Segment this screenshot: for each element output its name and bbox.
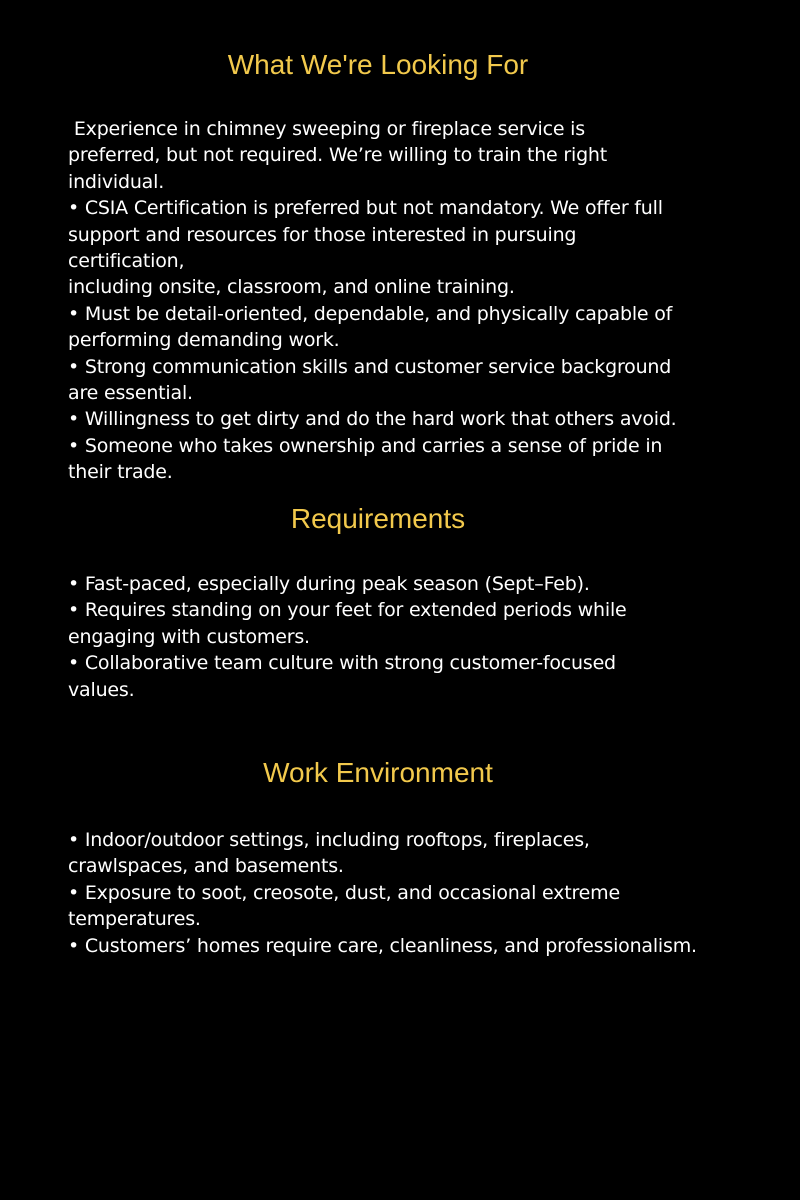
requirements-text xyxy=(68,571,708,703)
text-line: individual. xyxy=(68,170,165,193)
text-line: certification, xyxy=(68,250,185,273)
text-line: • Indoor/outdoor settings, including rooftops, fireplaces, xyxy=(68,829,590,851)
work-environment-text xyxy=(68,827,708,959)
text-line: Experience in chimney sweeping or fireplace service is xyxy=(68,118,585,140)
text-line: • Exposure to soot, creosote, dust, and occasional extreme xyxy=(68,881,620,904)
text-line: • Customers’ homes require care, cleanliness, and professionalism. xyxy=(68,934,697,957)
text-line: • Strong communication skills and customer service background xyxy=(68,355,672,378)
text-line: engaging with customers. xyxy=(68,625,310,648)
text-line: their trade. xyxy=(68,461,173,484)
section-title-requirements: Requirements xyxy=(290,503,466,534)
section-title-work-environment: Work Environment xyxy=(263,757,493,788)
text-line: performing demanding work. xyxy=(68,329,340,352)
text-line: preferred, but not required. We’re willing to train the right xyxy=(68,144,608,167)
text-line: crawlspaces, and basements. xyxy=(68,855,344,878)
text-line: support and resources for those interested in pursuing xyxy=(68,223,577,246)
text-line: values. xyxy=(68,678,135,701)
text-line: • Willingness to get dirty and do the hard work that others avoid. xyxy=(68,408,677,431)
looking-for-text xyxy=(68,116,708,486)
text-line: • Requires standing on your feet for extended periods while xyxy=(68,599,627,622)
text-line: • Collaborative team culture with strong customer-focused xyxy=(68,652,616,675)
text-line: temperatures. xyxy=(68,908,201,931)
section-title-looking-for: What We're Looking For xyxy=(227,49,529,80)
text-line: • Someone who takes ownership and carries a sense of pride in xyxy=(68,434,663,457)
text-line: • Must be detail-oriented, dependable, and physically capable of xyxy=(68,302,673,325)
text-line: • CSIA Certification is preferred but not mandatory. We offer full xyxy=(68,197,663,220)
text-line: including onsite, classroom, and online training. xyxy=(68,276,515,299)
text-line: • Fast-paced, especially during peak season (Sept–Feb). xyxy=(68,573,590,595)
text-line: are essential. xyxy=(68,382,193,405)
